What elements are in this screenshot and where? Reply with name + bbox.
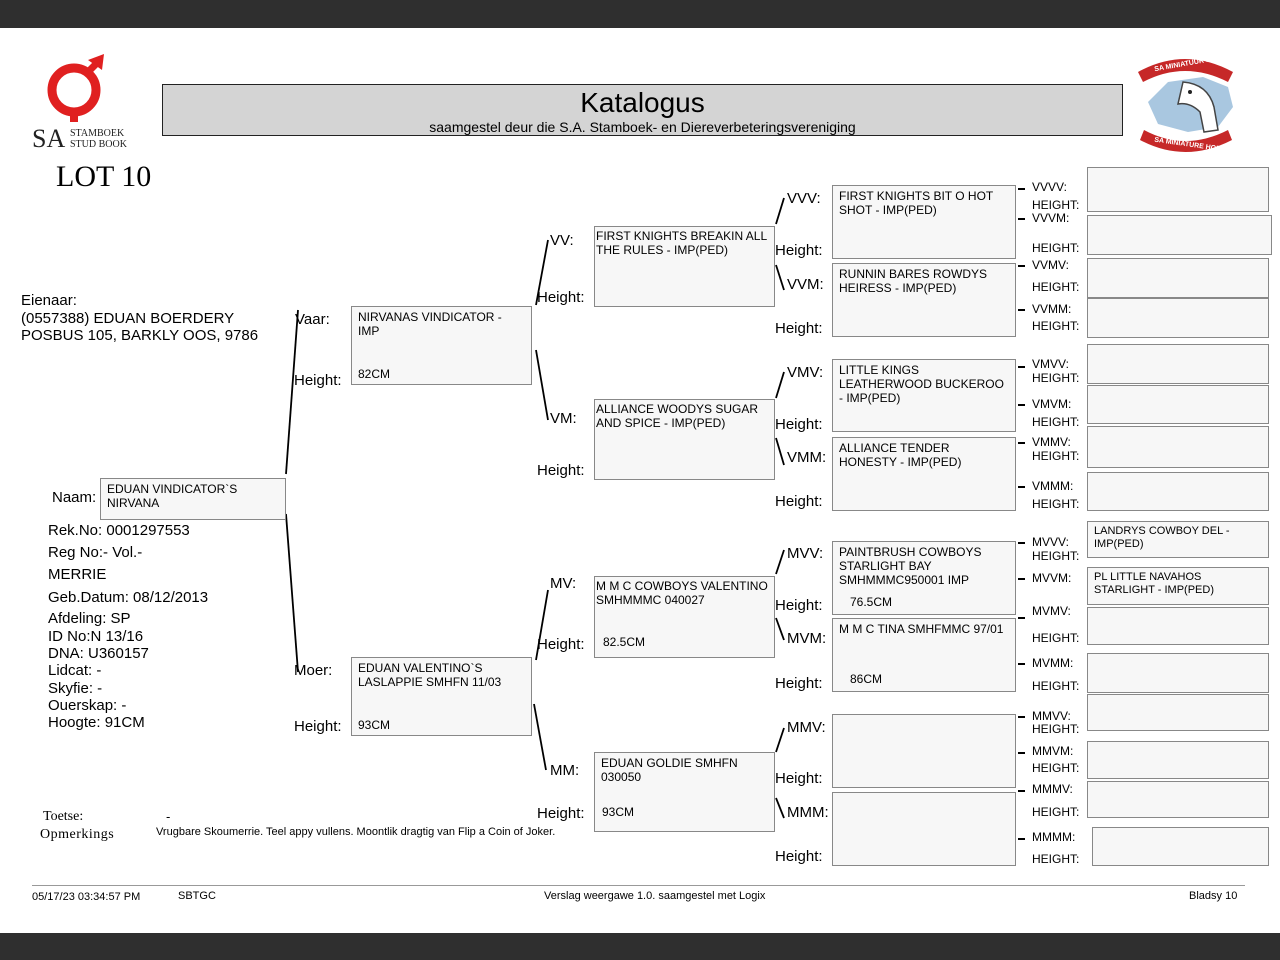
vmv-height-label: Height:	[775, 416, 823, 433]
mvv-name: PAINTBRUSH COWBOYS STARLIGHT BAY SMHMMMC950001 IMP	[839, 545, 982, 587]
gen4-height-label: HEIGHT:	[1032, 805, 1080, 819]
gen4-height-label: HEIGHT:	[1032, 415, 1080, 429]
gen4-box	[1087, 258, 1269, 298]
gen4-height-label: HEIGHT:	[1032, 631, 1080, 645]
gen4-connector	[1018, 404, 1025, 406]
gen4-connector	[1018, 716, 1025, 718]
vaar-box	[351, 306, 532, 385]
gen4-connector	[1018, 309, 1025, 311]
vaar-height-label: Height:	[294, 372, 342, 389]
gen4-label: MVVM:	[1032, 571, 1072, 585]
mv-name: M M C COWBOYS VALENTINO SMHMMMC 040027	[596, 579, 768, 607]
vv-box	[594, 226, 775, 307]
id-no: ID No:N 13/16	[48, 628, 144, 645]
vaar-label: Vaar:	[295, 311, 330, 328]
vv-height-label: Height:	[537, 289, 585, 306]
birth-date: Geb.Datum: 08/12/2013	[48, 589, 209, 606]
vm-name: ALLIANCE WOODYS SUGAR AND SPICE - IMP(PED)	[596, 402, 759, 430]
mm-box	[594, 752, 775, 832]
ouerskap: Ouerskap: -	[48, 697, 127, 714]
gen4-box	[1087, 344, 1269, 384]
mvv-height-label: Height:	[775, 597, 823, 614]
dna: DNA: U360157	[48, 645, 149, 662]
gen4-box	[1087, 215, 1272, 255]
gen4-connector	[1018, 578, 1025, 580]
mvv-label: MVV:	[787, 545, 824, 562]
mmm-label: MMM:	[787, 804, 829, 821]
gen4-name: PL LITTLE NAVAHOS STARLIGHT - IMP(PED)	[1094, 571, 1214, 596]
gen4-box	[1087, 426, 1269, 468]
page-subtitle: saamgestel deur die S.A. Stamboek- en Diereverbeteringsvereniging	[429, 119, 856, 135]
gen4-height-label: HEIGHT:	[1032, 722, 1080, 736]
gen4-box	[1087, 472, 1269, 511]
gen4-box	[1087, 521, 1269, 558]
mv-label: MV:	[550, 575, 577, 592]
gen4-label: VVVV:	[1032, 180, 1067, 194]
sex: MERRIE	[48, 566, 107, 583]
gen4-height-label: HEIGHT:	[1032, 761, 1080, 775]
gen4-height-label: HEIGHT:	[1032, 679, 1080, 693]
gen4-height-label: HEIGHT:	[1032, 371, 1080, 385]
gen4-box	[1087, 741, 1269, 779]
gen4-label: MVMV:	[1032, 604, 1071, 618]
moer-height-label: Height:	[294, 718, 342, 735]
animal-name-box	[100, 478, 286, 520]
vmv-name: LITTLE KINGS LEATHERWOOD BUCKEROO - IMP(PED)	[839, 363, 1004, 405]
mmv-height-label: Height:	[775, 770, 823, 787]
gen4-box	[1087, 653, 1269, 693]
vm-label: VM:	[550, 410, 577, 427]
gen4-connector	[1018, 838, 1025, 840]
gen4-label: MVMM:	[1032, 656, 1074, 670]
footer-divider	[32, 885, 1245, 886]
page-title: Katalogus	[580, 87, 705, 118]
opmerkings-value: Vrugbare Skoumerrie. Teel appy vullens. Moontlik dragtig van Flip a Coin of Joker.	[156, 826, 556, 838]
vmv-label: VMV:	[787, 364, 824, 381]
vvm-label: VVM:	[787, 276, 824, 293]
gen4-connector	[1018, 663, 1025, 665]
reg-no: Reg No:- Vol.-	[48, 544, 143, 561]
gen4-label: VVMV:	[1032, 258, 1069, 272]
gen4-height-label: HEIGHT:	[1032, 319, 1080, 333]
mvm-label: MVM:	[787, 630, 827, 647]
mv-height-label: Height:	[537, 636, 585, 653]
mm-height: 93CM	[602, 805, 635, 819]
gen4-box	[1087, 298, 1269, 338]
vmv-box	[832, 359, 1016, 432]
vv-name: FIRST KNIGHTS BREAKIN ALL THE RULES - IMP(PED)	[596, 229, 767, 257]
vvv-label: VVV:	[787, 190, 821, 207]
logo-sa-text: SA	[32, 124, 66, 153]
logo-stamboek-text: STAMBOEK	[70, 128, 125, 139]
lidcat: Lidcat: -	[48, 662, 102, 679]
gen4-connector	[1018, 265, 1025, 267]
vvm-height-label: Height:	[775, 320, 823, 337]
gen4-label: MMVM:	[1032, 744, 1074, 758]
mv-height: 82.5CM	[603, 635, 646, 649]
footer-org: SBTGC	[178, 890, 216, 902]
vmm-label: VMM:	[787, 449, 827, 466]
mmv-label: MMV:	[787, 719, 826, 736]
mm-label: MM:	[550, 762, 580, 779]
mmv-box	[832, 714, 1016, 788]
gen4-box	[1087, 694, 1269, 731]
gen4-label: MMMM:	[1032, 830, 1076, 844]
moer-box	[351, 657, 532, 736]
hoogte: Hoogte: 91CM	[48, 714, 145, 731]
gen4-connector	[1018, 542, 1025, 544]
owner-line1: (0557388) EDUAN BOERDERY	[21, 310, 235, 327]
mvv-box	[832, 541, 1016, 615]
moer-name: EDUAN VALENTINO`S LASLAPPIE SMHFN 11/03	[358, 661, 502, 689]
gen4-box	[1087, 607, 1269, 645]
mvm-name: M M C TINA SMHFMMC 97/01	[839, 622, 1004, 636]
gen4-connector	[1018, 188, 1025, 190]
gen4-connector	[1018, 366, 1025, 368]
vv-label: VV:	[550, 232, 574, 249]
gen4-box	[1087, 385, 1269, 424]
mm-name: EDUAN GOLDIE SMHFN 030050	[601, 756, 738, 784]
gen4-height-label: HEIGHT:	[1032, 241, 1080, 255]
gen4-connector	[1018, 486, 1025, 488]
gen4-height-label: HEIGHT:	[1032, 497, 1080, 511]
toetse-label: Toetse:	[43, 809, 84, 824]
gen4-label: MVVV:	[1032, 535, 1069, 549]
rek-no: Rek.No: 0001297553	[48, 522, 190, 539]
gen4-height-label: HEIGHT:	[1032, 449, 1080, 463]
vm-box	[594, 399, 775, 480]
animal-name: EDUAN VINDICATOR`S NIRVANA	[107, 482, 238, 510]
gen4-box	[1087, 567, 1269, 605]
vaar-name: NIRVANAS VINDICATOR - IMP	[358, 310, 502, 338]
gen4-name: LANDRYS COWBOY DEL - IMP(PED)	[1094, 525, 1230, 550]
gen4-height-label: HEIGHT:	[1032, 549, 1080, 563]
vmm-height-label: Height:	[775, 493, 823, 510]
gen4-label: VVVM:	[1032, 211, 1070, 225]
gen4-box	[1087, 781, 1269, 818]
naam-label: Naam:	[52, 489, 97, 506]
footer-datetime: 05/17/23 03:34:57 PM	[32, 891, 141, 903]
logo-top-text: SA MINIATUUR PERD	[1153, 53, 1226, 74]
mmm-box	[832, 792, 1016, 866]
vvv-box	[832, 185, 1016, 259]
moer-height: 93CM	[358, 718, 391, 732]
mv-box	[594, 576, 775, 658]
gen4-label: VVMM:	[1032, 302, 1072, 316]
mvv-height: 76.5CM	[850, 595, 893, 609]
gen4-connector	[1018, 790, 1025, 792]
mm-height-label: Height:	[537, 805, 585, 822]
skyfie: Skyfie: -	[48, 680, 103, 697]
vvm-name: RUNNIN BARES ROWDYS HEIRESS - IMP(PED)	[839, 267, 988, 295]
vvv-height-label: Height:	[775, 242, 823, 259]
lot-number: LOT 10	[56, 160, 152, 193]
gen4-label: VMVV:	[1032, 357, 1069, 371]
moer-label: Moer:	[294, 662, 333, 679]
footer-version: Verslag weergawe 1.0. saamgestel met Logix	[544, 890, 766, 902]
mvm-height-label: Height:	[775, 675, 823, 692]
mvm-box	[832, 618, 1016, 692]
gen4-label: VMMM:	[1032, 479, 1074, 493]
vvm-box	[832, 263, 1016, 337]
toetse-value: -	[166, 809, 171, 824]
logo-studbook-text: STUD BOOK	[70, 139, 127, 150]
gen4-label: MMVV:	[1032, 709, 1071, 723]
gen4-connector	[1018, 617, 1025, 619]
vm-height-label: Height:	[537, 462, 585, 479]
gen4-label: VMVM:	[1032, 397, 1072, 411]
vmm-name: ALLIANCE TENDER HONESTY - IMP(PED)	[839, 441, 962, 469]
vmm-box	[832, 437, 1016, 511]
gen4-height-label: HEIGHT:	[1032, 852, 1080, 866]
owner-label: Eienaar:	[21, 292, 77, 309]
gen4-height-label: HEIGHT:	[1032, 198, 1080, 212]
footer-page: Bladsy 10	[1189, 890, 1238, 902]
gen4-height-label: HEIGHT:	[1032, 280, 1080, 294]
gen4-connector	[1018, 752, 1025, 754]
mvm-height: 86CM	[850, 672, 883, 686]
gen4-box	[1087, 167, 1269, 212]
gen4-connector	[1018, 442, 1025, 444]
gen4-box	[1092, 827, 1269, 866]
vvv-name: FIRST KNIGHTS BIT O HOT SHOT - IMP(PED)	[839, 189, 994, 217]
afdeling: Afdeling: SP	[48, 610, 131, 627]
gen4-label: MMMV:	[1032, 782, 1073, 796]
opmerkings-label: Opmerkings	[40, 827, 115, 842]
owner-line2: POSBUS 105, BARKLY OOS, 9786	[21, 327, 259, 344]
gen4-label: VMMV:	[1032, 435, 1071, 449]
vaar-height: 82CM	[358, 367, 391, 381]
mmm-height-label: Height:	[775, 848, 823, 865]
logo-bottom-text: SA MINIATURE HORSE	[1153, 136, 1231, 155]
gen4-connector	[1018, 218, 1025, 220]
